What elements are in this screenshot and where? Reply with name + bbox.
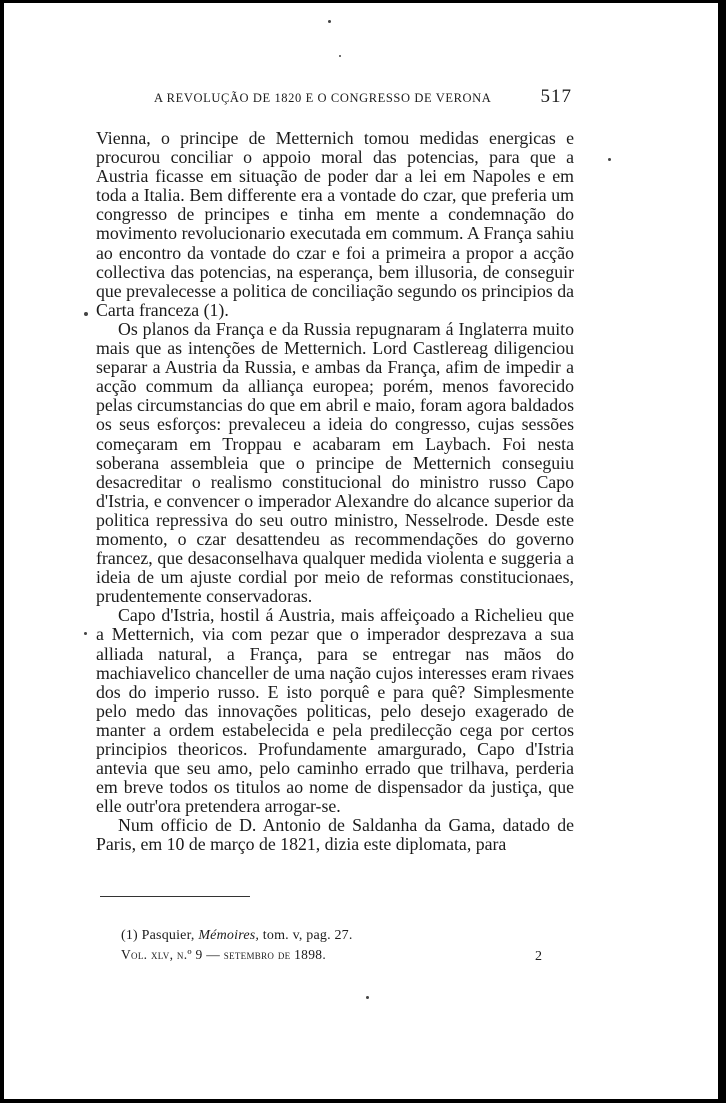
running-title: A REVOLUÇÃO DE 1820 E O CONGRESSO DE VERONA	[154, 91, 492, 105]
scan-speck	[84, 632, 87, 635]
book-page	[4, 3, 718, 1099]
paragraph: Num officio de D. Antonio de Saldanha da Gama, datado de Paris, em 10 de março de 1821, dizia este diplomata, para	[96, 815, 574, 855]
scan-speck	[328, 20, 331, 23]
scan-speck	[608, 158, 611, 161]
paragraph: Capo d'Istria, hostil á Austria, mais affeiçoado a Richelieu que a Metternich, via com pezar que o imperador desprezava a sua alliada natural, a França, para se entregar nas mãos do machiavelico chanceller de uma nação cujos interesses eram rivaes dos do imperio russo. E isto porquê e para quê? Simplesmente pelo medo das innovações politicas, pelo desejo exagerado de manter a ordem estabelecida e pela predilecção cega por certos principios theoricos. Profundamente amargurado, Capo d'Istria antevia que seu amo, pelo caminho errado que trilhava, perderia em breve todos os titulos ao nome de dispensador da justiça, que elle outr'ora pretendera arrogar-se.	[96, 605, 574, 817]
body-text	[96, 129, 574, 855]
imprint-line	[121, 947, 326, 963]
footnote-work: Mémoires,	[198, 928, 260, 943]
paragraph: Os planos da França e da Russia repugnaram á Inglaterra muito mais que as intenções de Metternich. Lord Castlereag diligenciou separar a Austria da Russia, e ambas da França, afim de impedir a acção commum da alliança europea; porém, menos favorecido pelas circumstancias do que em abril e maio, foram agora baldados os seus esforços: prevaleceu a ideia do congresso, cujas sessões começaram em Troppau e acabaram em Laybach. Foi nesta soberana assembleia que o principe de Metternich conseguiu desacreditar o realismo constitucional do ministro russo Capo d'Istria, e convencer o imperador Alexandre do alcance superior da politica repressiva do seu outro ministro, Nesselrode. Desde este momento, o czar desattendeu as recommendações do governo francez, que desaconselhava qualquer medida violenta e suggeria a ideia de um ajuste cordial por meio de reformas constitucionaes, prudentemente conservadoras.	[96, 318, 574, 607]
footnote-reference: tom. v, pag. 27.	[262, 928, 353, 943]
imprint-date: — setembro de 1898.	[206, 947, 326, 962]
footnote	[121, 928, 353, 944]
footnote-rule	[100, 896, 250, 897]
paragraph: Vienna, o principe de Metternich tomou medidas energicas e procurou conciliar o appoio moral das potencias, para que a Austria ficasse em situação de poder dar a lei em Napoles e em toda a Italia. Bem differente era a vontade do czar, que preferia um congresso de principes e tinha em mente a condemnação do movimento revolucionario executada em commum. A França sahiu ao encontro da vontade do czar e foi a primeira a propor a acção collectiva das potencias, na esperança, bem illusoria, de conseguir que prevalecesse a politica de conciliação segundo os principios da Carta franceza (1).	[96, 128, 574, 320]
footnote-author: Pasquier,	[141, 928, 195, 943]
scan-speck	[366, 996, 369, 999]
scan-speck	[84, 312, 88, 316]
page-number: 517	[540, 86, 572, 107]
imprint-volume: Vol. xlv, n.º 9	[121, 947, 203, 962]
signature-mark: 2	[535, 949, 542, 964]
footnote-marker: (1)	[121, 928, 138, 943]
scan-speck	[339, 55, 341, 57]
